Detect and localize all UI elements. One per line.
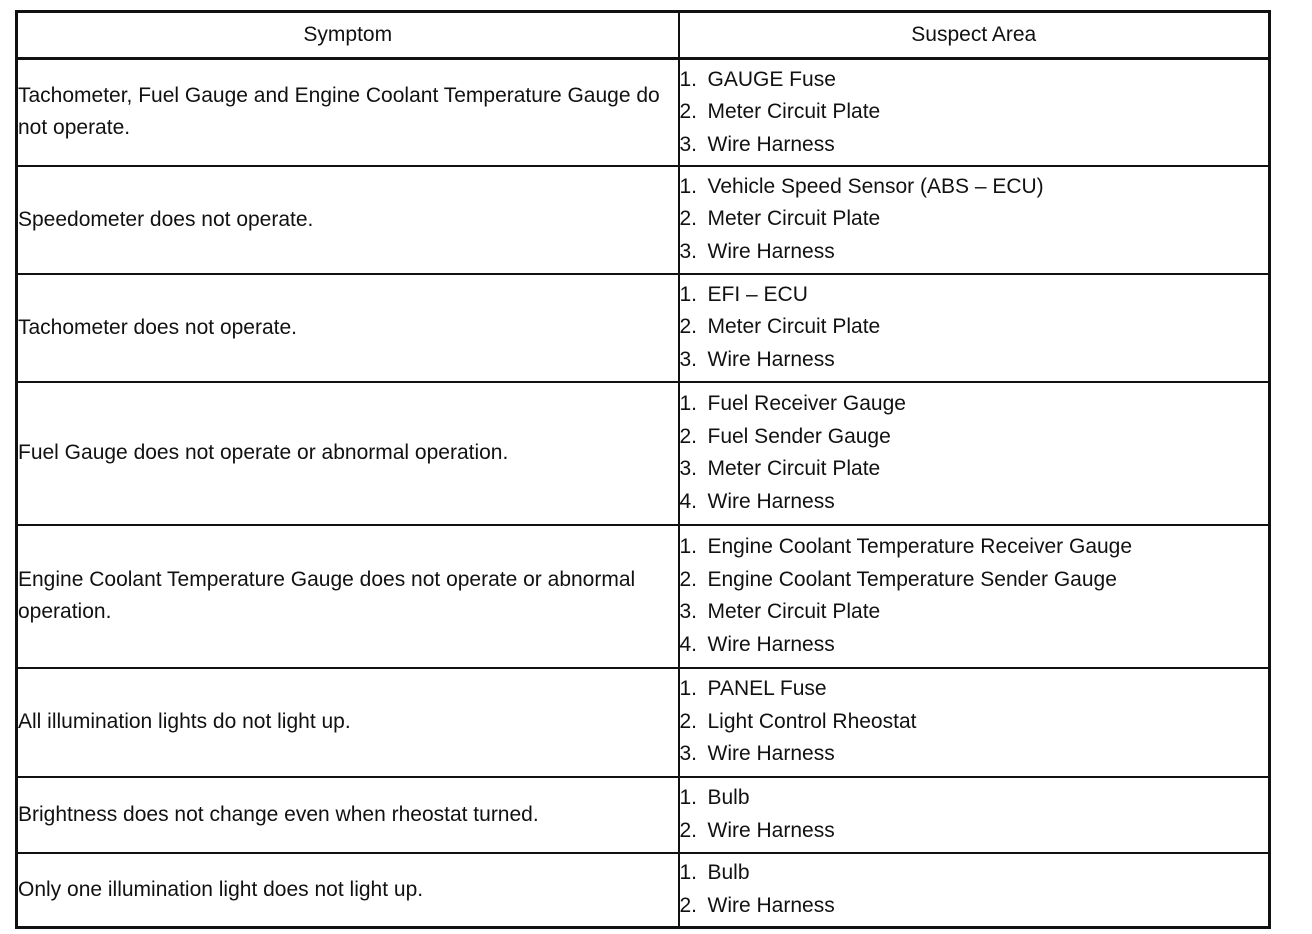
suspect-area-item: [680, 857, 1269, 890]
suspect-area-item: [680, 279, 1269, 312]
suspect-area-item: [680, 673, 1269, 706]
suspect-item-number: 2.: [679, 100, 698, 123]
suspect-item-text: Wire Harness: [707, 742, 835, 766]
suspect-item-text: Fuel Sender Gauge: [707, 424, 891, 448]
suspect-item-number: 3.: [679, 132, 698, 156]
suspect-item-number: 2.: [679, 424, 698, 448]
suspect-area-column-header: Suspect Area: [679, 12, 1270, 59]
suspect-item-number: 2.: [679, 207, 698, 231]
suspect-area-item: [680, 96, 1269, 129]
suspect-item-text: Light Control Rheostat: [707, 709, 917, 733]
suspect-area-list: [680, 171, 1269, 269]
suspect-item-number: 1.: [679, 677, 698, 701]
suspect-item-text: Wire Harness: [707, 239, 835, 263]
suspect-item-text: Meter Circuit Plate: [707, 457, 881, 480]
suspect-item-text: GAUGE Fuse: [707, 67, 836, 91]
suspect-area-item: [680, 629, 1269, 662]
suspect-item-number: 2.: [679, 818, 698, 842]
suspect-area-item: [680, 453, 1269, 486]
suspect-item-number: 1.: [679, 282, 698, 306]
suspect-item-number: 3.: [679, 347, 698, 371]
suspect-area-list: [680, 279, 1269, 377]
suspect-area-item: [680, 236, 1269, 269]
suspect-area-item: [680, 706, 1269, 739]
suspect-area-item: [680, 388, 1269, 421]
problem-symptoms-table: [15, 10, 1271, 929]
suspect-area-item: [680, 64, 1269, 97]
suspect-area-cell: [679, 274, 1270, 382]
suspect-area-cell: [679, 382, 1270, 525]
suspect-area-item: [680, 564, 1269, 597]
symptom-cell: All illumination lights do not light up.: [17, 668, 679, 777]
suspect-item-number: 2.: [679, 709, 698, 733]
suspect-item-text: Engine Coolant Temperature Receiver Gauge: [707, 535, 1133, 558]
suspect-area-item: [680, 738, 1269, 771]
suspect-area-list: [680, 64, 1269, 162]
suspect-area-list: [680, 782, 1269, 847]
table-row: [17, 853, 1270, 928]
suspect-area-item: [680, 782, 1269, 815]
suspect-area-cell: [679, 525, 1270, 668]
table-row: [17, 274, 1270, 382]
suspect-item-number: 1.: [679, 392, 698, 415]
suspect-item-number: 2.: [679, 315, 698, 339]
suspect-area-cell: [679, 59, 1270, 166]
suspect-item-number: 1.: [679, 535, 698, 558]
suspect-area-list: [680, 673, 1269, 771]
suspect-item-text: Fuel Receiver Gauge: [707, 392, 906, 415]
suspect-item-number: 2.: [679, 567, 698, 591]
suspect-item-number: 3.: [679, 742, 698, 766]
symptom-cell: Engine Coolant Temperature Gauge does not operate or abnormal operation.: [17, 525, 679, 668]
suspect-area-list: [680, 857, 1269, 922]
suspect-item-text: Engine Coolant Temperature Sender Gauge: [707, 567, 1117, 591]
table-header-row: [17, 12, 1270, 59]
suspect-item-text: Meter Circuit Plate: [707, 600, 881, 623]
suspect-area-item: [680, 311, 1269, 344]
suspect-area-item: [680, 486, 1269, 519]
suspect-area-list: [680, 531, 1269, 661]
suspect-area-item: [680, 596, 1269, 629]
suspect-item-number: 1.: [679, 67, 698, 91]
suspect-item-text: Meter Circuit Plate: [707, 100, 881, 123]
table-row: [17, 166, 1270, 274]
suspect-item-text: PANEL Fuse: [707, 677, 827, 701]
suspect-item-text: Wire Harness: [707, 347, 835, 371]
suspect-item-number: 1.: [679, 861, 698, 885]
table-row: [17, 59, 1270, 166]
table-row: [17, 382, 1270, 525]
table-row: [17, 668, 1270, 777]
suspect-area-item: [680, 203, 1269, 236]
suspect-item-text: Wire Harness: [707, 893, 835, 917]
symptom-cell: Speedometer does not operate.: [17, 166, 679, 274]
suspect-item-text: Bulb: [707, 861, 750, 885]
suspect-item-text: Wire Harness: [707, 132, 835, 156]
suspect-area-item: [680, 890, 1269, 923]
suspect-area-item: [680, 531, 1269, 564]
suspect-area-list: [680, 388, 1269, 518]
suspect-item-number: 3.: [679, 239, 698, 263]
table-body: [17, 59, 1270, 928]
troubleshooting-sheet: [15, 10, 1268, 921]
suspect-item-text: Meter Circuit Plate: [707, 315, 881, 339]
suspect-area-cell: [679, 668, 1270, 777]
suspect-area-cell: [679, 166, 1270, 274]
symptom-cell: Fuel Gauge does not operate or abnormal operation.: [17, 382, 679, 525]
suspect-area-item: [680, 129, 1269, 162]
suspect-item-text: Wire Harness: [707, 489, 835, 513]
symptom-cell: Only one illumination light does not light up.: [17, 853, 679, 928]
table-row: [17, 777, 1270, 853]
suspect-area-cell: [679, 777, 1270, 853]
suspect-item-number: 1.: [679, 174, 698, 198]
suspect-area-item: [680, 171, 1269, 204]
suspect-item-text: EFI – ECU: [707, 282, 808, 306]
suspect-item-number: 1.: [679, 786, 698, 809]
suspect-item-number: 2.: [679, 893, 698, 917]
suspect-item-text: Wire Harness: [707, 818, 835, 842]
suspect-item-text: Wire Harness: [707, 632, 835, 656]
suspect-item-text: Meter Circuit Plate: [707, 207, 881, 231]
suspect-area-item: [680, 344, 1269, 377]
symptom-column-header: Symptom: [17, 12, 679, 59]
suspect-item-number: 4.: [679, 489, 698, 513]
symptom-cell: Tachometer does not operate.: [17, 274, 679, 382]
suspect-area-cell: [679, 853, 1270, 928]
symptom-cell: Brightness does not change even when rheostat turned.: [17, 777, 679, 853]
suspect-item-number: 3.: [679, 600, 698, 623]
suspect-item-text: Vehicle Speed Sensor (ABS – ECU): [707, 174, 1044, 198]
suspect-area-item: [680, 421, 1269, 454]
table-row: [17, 525, 1270, 668]
suspect-item-number: 4.: [679, 632, 698, 656]
suspect-item-number: 3.: [679, 457, 698, 480]
suspect-area-item: [680, 815, 1269, 848]
symptom-cell: Tachometer, Fuel Gauge and Engine Coolant Temperature Gauge do not operate.: [17, 59, 679, 166]
suspect-item-text: Bulb: [707, 786, 750, 809]
